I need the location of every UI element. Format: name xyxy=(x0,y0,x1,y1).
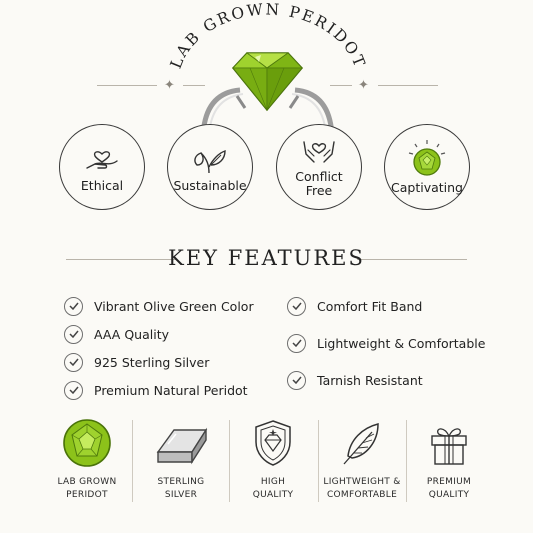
badge-label: Ethical xyxy=(80,178,124,193)
header-rule-left xyxy=(97,85,157,86)
bottom-label: LAB GROWN PERIDOT xyxy=(57,477,117,500)
check-circle-icon xyxy=(287,334,306,353)
bottom-label: HIGH QUALITY xyxy=(252,477,294,500)
feature-item xyxy=(64,323,169,345)
peridot-gem-icon xyxy=(62,418,112,468)
silver-bar-icon xyxy=(154,422,210,466)
key-features-title: KEY FEATURES xyxy=(168,246,365,270)
badge-label: Conflict Free xyxy=(295,169,343,198)
gift-box-icon xyxy=(428,420,470,466)
check-circle-icon xyxy=(64,297,83,316)
feature-text: Tarnish Resistant xyxy=(317,372,423,388)
heart-hands-icon xyxy=(298,136,340,166)
badge-label: Sustainable xyxy=(173,178,247,193)
check-circle-icon xyxy=(64,325,83,344)
peridot-ring-illustration xyxy=(195,38,340,138)
bottom-label: PREMIUM QUALITY xyxy=(426,477,472,500)
gem-icon xyxy=(406,139,448,177)
badge-conflict-free xyxy=(276,124,362,210)
feature-text: Comfort Fit Band xyxy=(317,298,423,314)
feature-text: Lightweight & Comfortable xyxy=(317,335,486,351)
feature-item xyxy=(64,351,209,373)
feature-item xyxy=(287,295,422,317)
feature-item xyxy=(287,332,485,354)
feature-item xyxy=(287,369,423,391)
sparkle-icon: ✦ xyxy=(358,78,369,93)
feature-text: AAA Quality xyxy=(94,326,169,342)
feature-text: Vibrant Olive Green Color xyxy=(94,298,254,314)
feature-item xyxy=(64,379,248,401)
feature-text: Premium Natural Peridot xyxy=(94,382,248,398)
check-circle-icon xyxy=(287,371,306,390)
arc-title-text: LAB GROWN PERIDOT xyxy=(166,0,370,72)
bottom-label: STERLING SILVER xyxy=(157,477,205,500)
check-circle-icon xyxy=(64,353,83,372)
header-rule-right xyxy=(378,85,438,86)
feature-text: 925 Sterling Silver xyxy=(94,354,210,370)
badge-sustainable xyxy=(167,124,253,210)
bottom-label: LIGHTWEIGHT & COMFORTABLE xyxy=(323,477,401,500)
badge-label: Captivating xyxy=(391,180,463,195)
leaves-icon xyxy=(189,141,231,175)
feature-item xyxy=(64,295,254,317)
check-circle-icon xyxy=(287,297,306,316)
badge-captivating xyxy=(384,124,470,210)
sparkle-icon: ✦ xyxy=(164,78,175,93)
check-circle-icon xyxy=(64,381,83,400)
feather-icon xyxy=(338,420,386,468)
heart-hand-icon xyxy=(81,141,123,175)
shield-diamond-icon xyxy=(251,418,295,468)
badge-ethical xyxy=(59,124,145,210)
